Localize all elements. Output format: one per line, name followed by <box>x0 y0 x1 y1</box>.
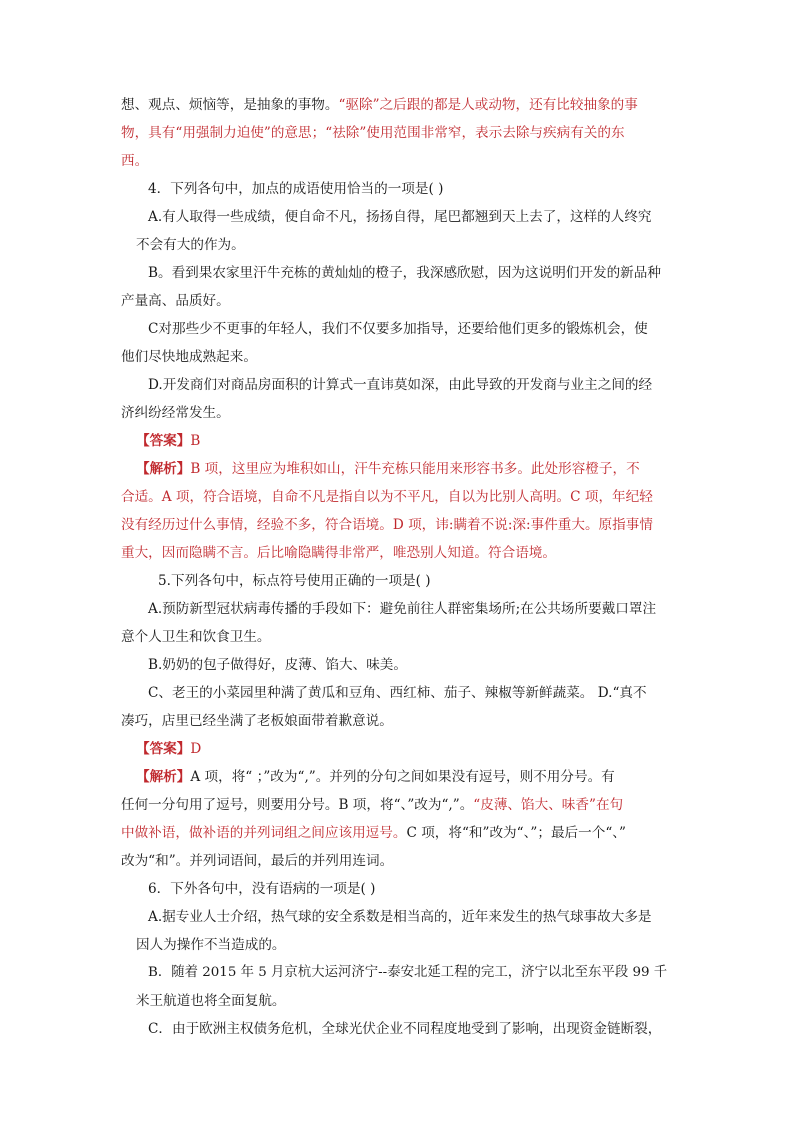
q6-option-a-cont: 因人为操作不当造成的。 <box>136 937 286 953</box>
intro-text: 想、观点、烦恼等，是抽象的事物。 <box>121 97 339 113</box>
q5-option-c: C、老王的小菜园里种满了黄瓜和豆角、西红柿、茄子、辣椒等新鲜蔬菜。 D.“真不 <box>148 685 647 701</box>
q5-option-b: B.奶奶的包子做得好，皮薄、馅大、味美。 <box>148 657 407 673</box>
intro-line-2: 物，具有“用强制力迫使”的意思；“祛除”使用范围非常窄，表示去除与疾病有关的东 <box>121 125 625 141</box>
q5-answer <box>136 735 201 763</box>
q4-analysis-2: 合适。A 项，符合语境，自命不凡是指自以为不平凡，自以为比别人高明。C 项，年纪轻 <box>121 489 653 505</box>
q4-option-c-cont: 他们尽快地成熟起来。 <box>121 349 257 365</box>
q4-option-b-cont: 产量高、品质好。 <box>121 293 230 309</box>
analysis-label: 【解析】 <box>136 769 191 785</box>
q5-option-a: A.预防新型冠状病毒传播的手段如下：避免前往人群密集场所;在公共场所要戴口罩注 <box>148 601 657 617</box>
intro-line-1 <box>121 91 638 119</box>
answer-label: 【答案】 <box>136 741 191 757</box>
q4-answer <box>136 427 200 455</box>
answer-label: 【答案】 <box>136 433 191 449</box>
q4-option-c: C对那些少不更事的年轻人，我们不仅要多加指导，还要给他们更多的锻炼机会，使 <box>148 321 648 337</box>
q4-option-a-cont: 不会有大的作为。 <box>136 237 245 253</box>
q4-option-b: B。看到果农家里汗牛充栋的黄灿灿的橙子，我深感欣慰，因为这说明们开发的新品种 <box>148 265 661 281</box>
q4-analysis-4: 重大，因而隐瞒不言。后比喻隐瞒得非常严，唯恐别人知道。符合语境。 <box>121 545 556 561</box>
q5-analysis-1: 【解析】A 项，将“ ；”改为“,”。并列的分句之间如果没有逗号，则不用分号。有 <box>136 769 615 785</box>
q5-option-c-cont: 凑巧，店里已经坐满了老板娘面带着歉意说。 <box>121 713 393 729</box>
q4-stem: 4．下列各句中，加点的成语使用恰当的一项是( ) <box>148 181 444 197</box>
q5-option-a-cont: 意个人卫生和饮食卫生。 <box>121 629 271 645</box>
q5-stem: 5.下列各句中，标点符号使用正确的一项是( ) <box>158 573 431 589</box>
answer-value: D <box>190 741 202 757</box>
intro-line-3: 西。 <box>121 153 149 169</box>
q6-option-a: A.据专业人士介绍，热气球的安全系数是相当高的，近年来发生的热气球事故大多是 <box>148 909 652 925</box>
analysis-label: 【解析】 <box>136 461 191 477</box>
q4-analysis-3: 没有经历过什么事情，经验不多，符合语境。D 项，讳:瞒着不说:深:事件重大。原指事情 <box>121 517 653 533</box>
intro-highlight: “驱除”之后跟的都是人或动物，还有比较抽象的事 <box>338 97 638 113</box>
q4-option-a: A.有人取得一些成绩，便自命不凡，扬扬自得，尾巴都翘到天上去了，这样的人终究 <box>148 209 652 225</box>
q5-analysis-3: 中做补语，做补语的并列词组之间应该用逗号。C 项，将“和”改为“、”；最后一个“、” <box>121 825 627 841</box>
q4-option-d: D.开发商们对商品房面积的计算式一直讳莫如深，由此导致的开发商与业主之间的经 <box>148 377 653 393</box>
q5-analysis-2: 任何一分句用了逗号，则要用分号。B 项，将“、”改为“,”。“皮薄、馅大、味香”在句 <box>121 797 624 813</box>
q4-option-d-cont: 济纠纷经常发生。 <box>121 405 230 421</box>
q6-option-b: B．随着 2015 年 5 月京杭大运河济宁--泰安北延工程的完工，济宁以北至东平段 99 千 <box>148 965 668 980</box>
q6-option-b-cont: 米王航道也将全面复航。 <box>136 993 286 1009</box>
q6-stem: 6．下外各句中，没有语病的一项是( ) <box>148 881 376 897</box>
answer-value: B <box>190 433 201 449</box>
q5-analysis-4: 改为“和”。并列词语间，最后的并列用连词。 <box>121 853 394 869</box>
q4-analysis-1: 【解析】B 项，这里应为堆积如山，汗牛充栋只能用来形容书多。此处形容橙子，不 <box>136 461 640 477</box>
q6-option-c: C．由于欧洲主权债务危机，全球光伏企业不同程度地受到了影响，出现资金链断裂， <box>148 1021 662 1037</box>
